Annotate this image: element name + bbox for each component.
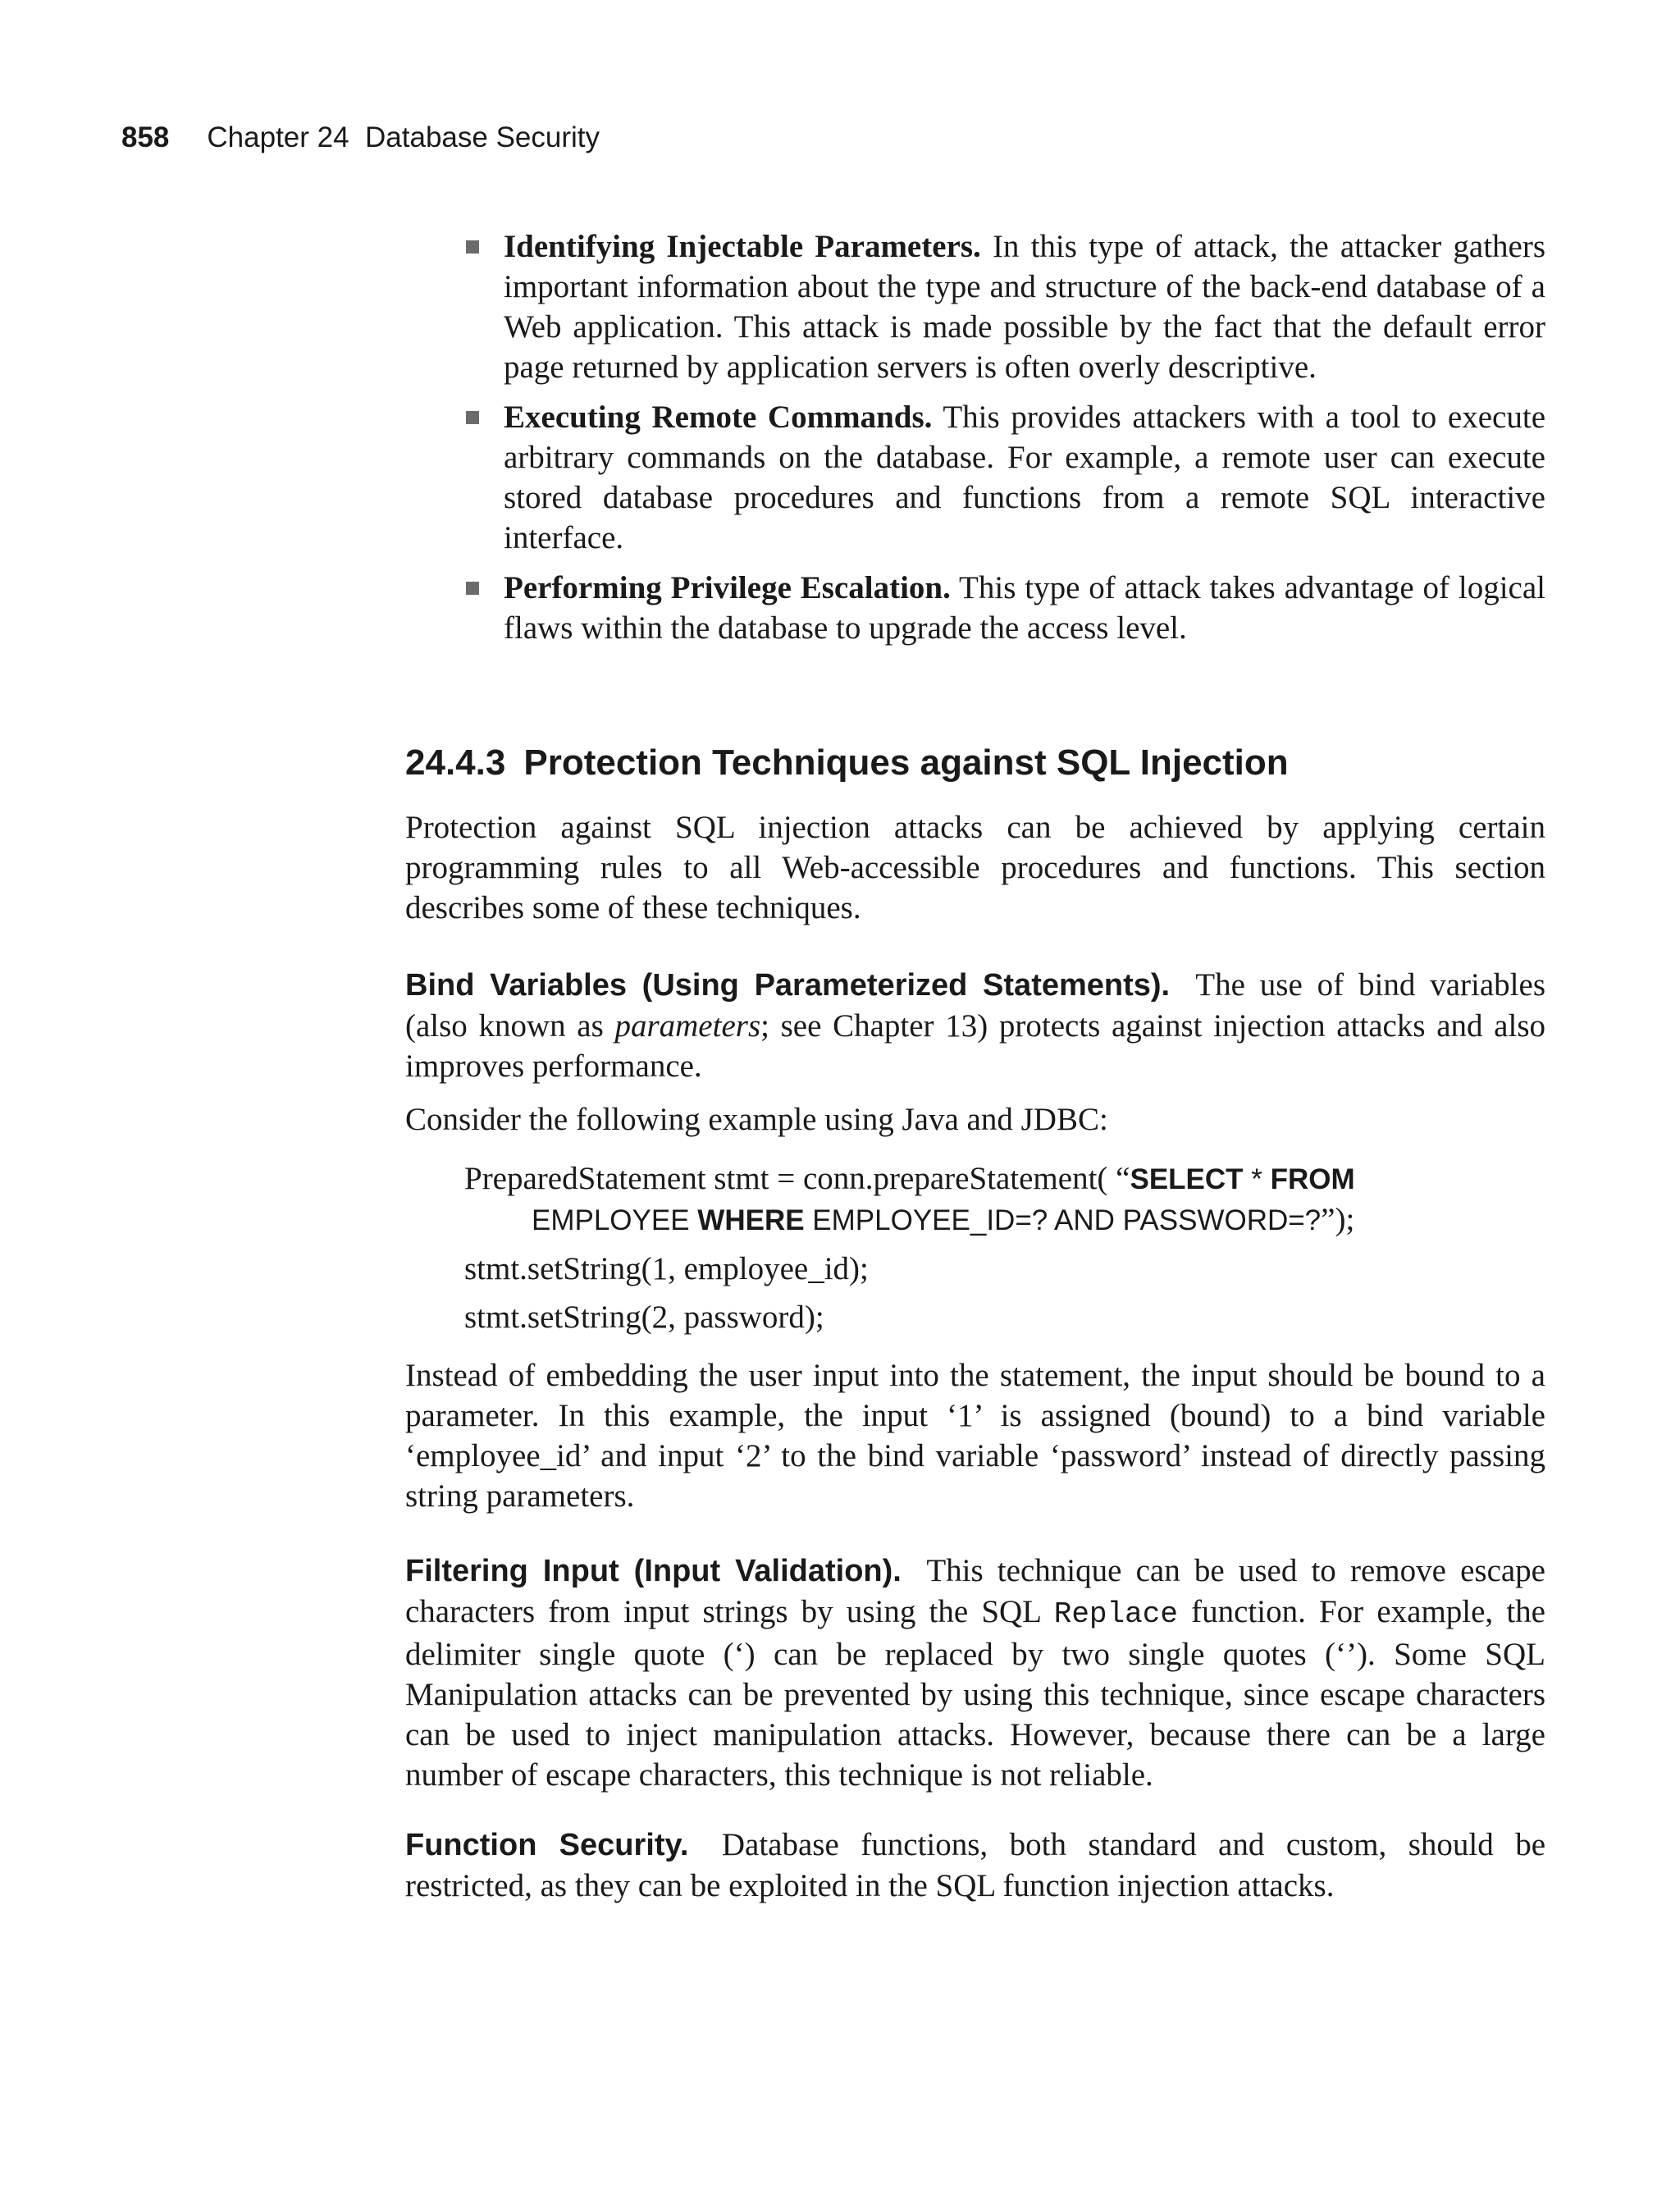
- square-bullet-icon: [466, 411, 479, 424]
- bind-variables-italic: parameters: [614, 1008, 761, 1044]
- list-item: [466, 226, 1545, 387]
- example-intro-text: Consider the following example using Java and JDBC:: [405, 1102, 1108, 1137]
- filtering-input-paragraph: [405, 1551, 1545, 1795]
- section-heading: [405, 742, 1289, 784]
- code-line-1: [464, 1158, 1547, 1240]
- function-security-heading: Function Security.: [405, 1828, 689, 1862]
- filtering-input-heading: Filtering Input (Input Validation).: [405, 1554, 902, 1588]
- square-bullet-icon: [466, 240, 479, 254]
- list-item: [466, 397, 1545, 558]
- section-intro-text: Protection against SQL injection attacks can be achieved by applying certain programming rules to all Web-accessible procedures and functions. This section describes some of these techniques.: [405, 810, 1545, 925]
- bind-explanation: [405, 1355, 1545, 1516]
- filtering-input-text-a: This technique can be used to remove escape characters from input strings by using the SQL: [405, 1553, 1545, 1629]
- square-bullet-icon: [466, 582, 479, 595]
- bind-explanation-text: Instead of embedding the user input into the statement, the input should be bound to a parameter. In this example, the input ‘1’ is assigned (bound) to a bind variable ‘employee_id’ and input ‘2’ to the bind variable ‘password’ instead of directly passing string parameters.: [405, 1358, 1545, 1514]
- code-text: *: [1243, 1163, 1271, 1195]
- code-line-4: stmt.setString(2, password);: [464, 1300, 824, 1335]
- bullet-text: This provides attackers with a tool to execute arbitrary commands on the database. For example, a remote user can execute stored database procedures and functions from a remote SQL interactive interface.: [504, 400, 1546, 555]
- bullet-term: Executing Remote Commands.: [504, 400, 933, 435]
- code-text: ”);: [1321, 1202, 1355, 1237]
- code-text: EMPLOYEE_ID=? AND PASSWORD=?: [804, 1204, 1322, 1236]
- page-number: 858: [121, 121, 170, 153]
- section-intro: [405, 807, 1545, 928]
- example-intro: [405, 1099, 1545, 1140]
- running-title: Chapter 24 Database Security: [207, 121, 600, 153]
- bind-variables-heading: Bind Variables (Using Parameterized Statements).: [405, 968, 1171, 1003]
- attack-types-list: [466, 226, 1545, 658]
- bind-variables-paragraph: [405, 965, 1545, 1086]
- section-title: Protection Techniques against SQL Injection: [523, 742, 1289, 783]
- bind-variables-text-b: ; see Chapter 13) protects against injection attacks and also improves performance.: [405, 1008, 1545, 1084]
- function-security-text: Database functions, both standard and custom, should be restricted, as they can be exploited in the SQL function injection attacks.: [405, 1827, 1546, 1903]
- bullet-term: Identifying Injectable Parameters.: [504, 229, 981, 264]
- code-line-3: stmt.setString(1, employee_id);: [464, 1251, 869, 1286]
- bullet-term: Performing Privilege Escalation.: [504, 570, 951, 605]
- code-text: PreparedStatement stmt = conn.prepareStatement( “: [464, 1161, 1130, 1196]
- filtering-input-text-b: function. For example, the delimiter single quote (‘) can be replaced by two single quotes (‘’). Some SQL Manipulation attacks can be prevented by using this technique, since escape characters can be used to inject manipulation attacks. However, because there can be a large number of escape characters, this technique is not reliable.: [405, 1594, 1545, 1793]
- bind-variables-text-a: The use of bind variables (also known as: [405, 967, 1545, 1044]
- section-number: 24.4.3: [405, 742, 506, 783]
- sql-keyword: SELECT: [1130, 1163, 1244, 1195]
- function-security-paragraph: [405, 1825, 1545, 1906]
- sql-keyword: FROM: [1270, 1163, 1355, 1195]
- bullet-text: This type of attack takes advantage of logical flaws within the database to upgrade the access level.: [504, 570, 1545, 646]
- sql-keyword: WHERE: [697, 1204, 805, 1236]
- replace-code-word: Replace: [1053, 1597, 1178, 1631]
- list-item: [466, 568, 1545, 648]
- code-text: EMPLOYEE: [532, 1204, 698, 1236]
- bullet-text: In this type of attack, the attacker gathers important information about the type and structure of the back-end database of a Web application. This attack is made possible by the fact that the default error page returned by application servers is often overly descriptive.: [504, 229, 1546, 385]
- code-example: [464, 1158, 1547, 1345]
- running-head: [121, 121, 600, 154]
